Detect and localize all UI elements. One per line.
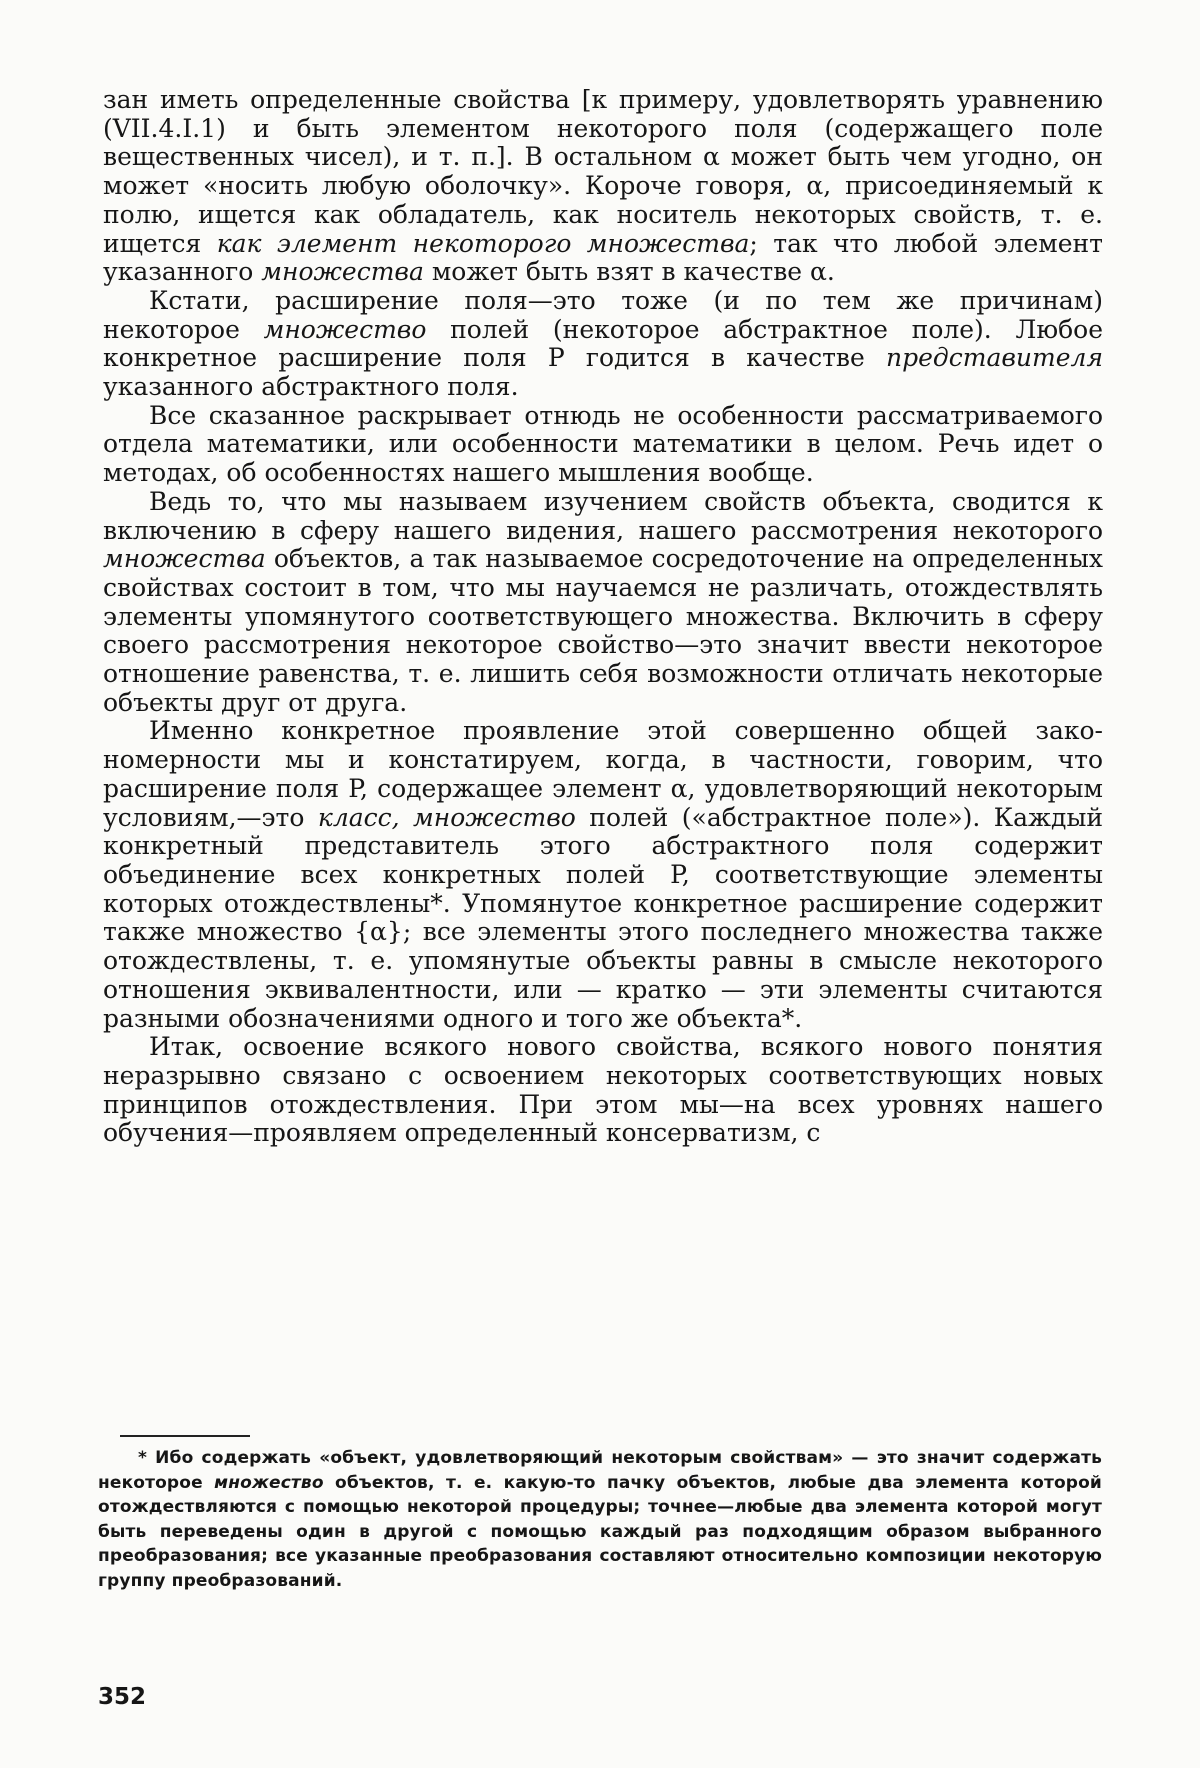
italic-text: представителя — [886, 343, 1103, 373]
text-run: * Ибо содержать «объект, удовлетворяющий некоторым свойствам» — это значит содержать некоторое — [98, 1448, 1102, 1493]
italic-text: множество — [214, 1472, 324, 1493]
text-run: указанного абстрактного поля. — [103, 372, 519, 402]
page-number: 352 — [98, 1684, 147, 1710]
text-run: объектов, а так называемое сосредоточение на определенных свойствах состоит в том, что мы научаемся не различать, отождествлять элементы упомянутого соответствующего множества. Включить в сферу своего рассмотрения некоторое свойство—это значит ввести некоторое отношение равенства, т. е. лишить себя возможности отличать некоторые объекты друг от друга. — [103, 544, 1103, 717]
body-paragraph — [103, 402, 1103, 488]
body-paragraph — [103, 488, 1103, 718]
text-run: может быть взят в качестве α. — [423, 257, 835, 287]
text-run: зан иметь определенные свойства [к примеру, удовлетворять уравнению (VII.4.I.1) и быть элементом некоторого поля (содержащего поле вещественных чисел), и т. п.]. В остальном α может быть чем угодно, он может «носить любую оболочку». Короче говоря, α, присоединяемый к полю, ищется как обладатель, как носитель некоторых свойств, т. е. ищется — [103, 85, 1103, 258]
text-run: Ведь то, что мы называем изучением свойств объекта, сводится к включению в сферу нашего видения, нашего рассмотрения некоторого — [103, 486, 1103, 545]
italic-text: как элемент некоторого множества — [216, 228, 750, 258]
footnote-block — [98, 1446, 1102, 1593]
italic-text: множество — [263, 314, 427, 344]
text-run: Все сказанное раскрывает отнюдь не особенности рассматриваемого отдела математики, или особенности математики в целом. Речь идет о методах, об особенностях нашего мышления вообще. — [103, 400, 1103, 488]
body-paragraph — [103, 86, 1103, 287]
text-run: Кстати, расширение поля—это тоже (и по тем же причинам) некоторое — [103, 285, 1103, 344]
text-run: ; так что любой элемент указанного — [103, 228, 1103, 287]
text-run: полей («абстрактное поле»). Каждый конкретный представитель этого абстрактного поля содержит объединение всех конкретных полей P, соответствующие элементы которых отождествлены*. Упомянутое конкретное расширение содержит также множество {α}; все элементы этого последнего множества также отождествлены, т. е. упомянутые объекты равны в смысле некоторого отношения эквивалентности, или — кратко — эти элементы считаются разными обозначениями одного и того же объекта*. — [103, 802, 1104, 1033]
footnote-divider — [120, 1435, 250, 1437]
footnote-paragraph — [98, 1446, 1102, 1593]
italic-text: класс, множество — [317, 802, 576, 832]
main-text-body — [103, 86, 1103, 1148]
text-run: полей (некоторое абстрактное поле). Любое конкретное расширение поля P годится в качестве — [103, 314, 1104, 373]
text-run: Именно конкретное проявление этой совершенно общей закономерности мы и констатируем, когда, в частности, говорим, что расширение поля P, содержащее элемент α, удовлетворяющий некоторым условиям,—это — [103, 716, 1103, 832]
italic-text: множества — [103, 544, 266, 574]
text-run: объектов, т. е. какую-то пачку объектов, любые два элемента которой отождествляются с помощью некоторой процедуры; точнее—любые два элемента которой могут быть переведены один в другой с помощью каждый раз подходящим образом выбранного преобразования; все указанные преобразования составляют относительно композиции некоторую группу преобразований. — [98, 1472, 1102, 1591]
body-paragraph — [103, 717, 1103, 1033]
text-run: Итак, освоение всякого нового свойства, всякого нового понятия неразрывно связано с освоением некоторых соответствующих новых принципов отождествления. При этом мы—на всех уровнях нашего обучения—проявляем определенный консерватизм, с — [103, 1032, 1103, 1148]
italic-text: множества — [261, 257, 424, 287]
body-paragraph — [103, 1033, 1103, 1148]
body-paragraph — [103, 287, 1103, 402]
